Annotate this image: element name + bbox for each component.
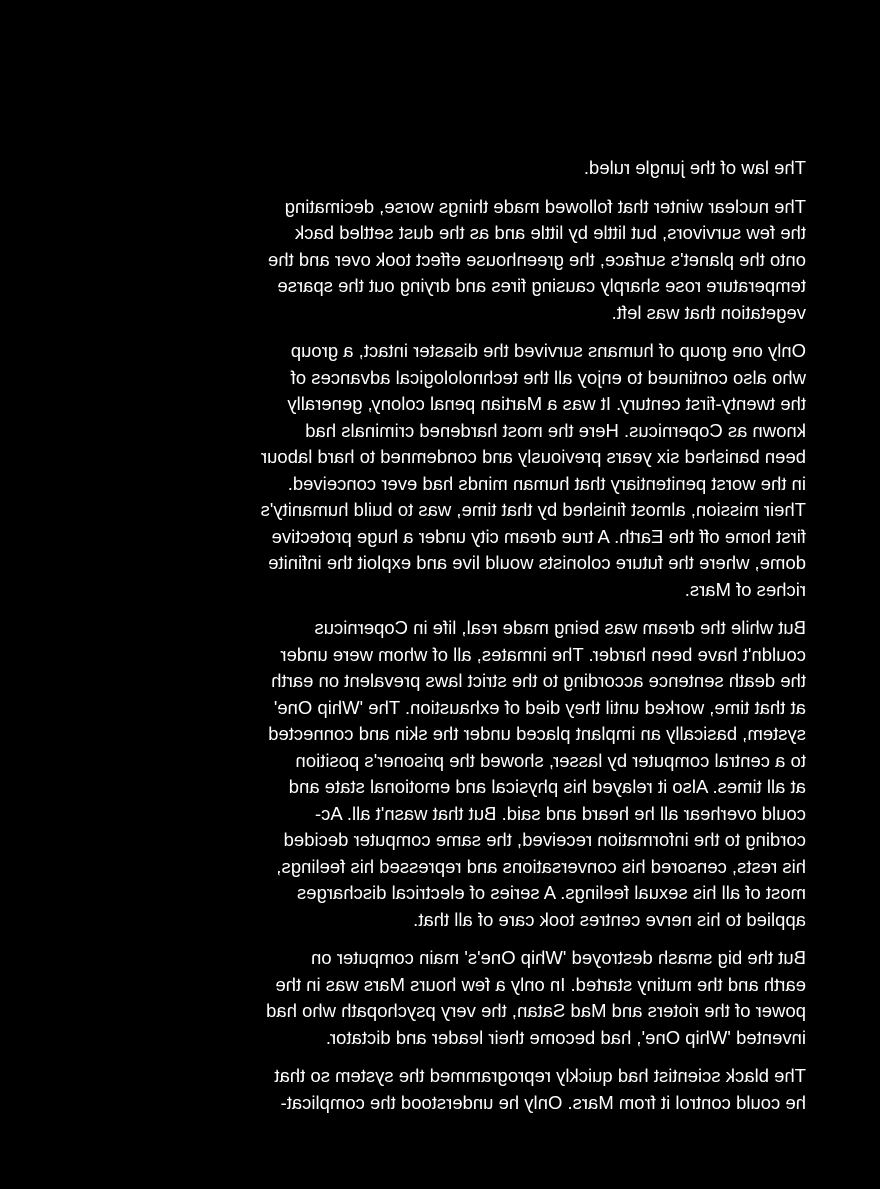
text-line: the death sentence according to the strict laws prevalent on earth	[271, 670, 806, 691]
text-line: he could control it from Mars. Only he understood the complicat-	[280, 1091, 806, 1113]
text-line: at all times. Also it relayed his physical and emotional state and	[288, 776, 806, 797]
text-line: the few survivors, but little by little and as the dust settled back	[294, 222, 806, 243]
text-line: in the worst penitentiary that human minds had ever conceived.	[287, 472, 806, 494]
text-line: been banished six years previously and condemned to hard labour	[260, 446, 806, 467]
paragraph-1	[206, 155, 806, 182]
text-line: could overhear all he heard and said. But that wasn't all. Ac-	[315, 802, 806, 824]
text-line: to a central computer by lasser, showed the prisoner's position	[295, 749, 806, 771]
text-line: invented 'Whip One', had become their leader and dictator.	[325, 1026, 806, 1048]
paragraph-5	[206, 945, 806, 1051]
text-line: riches of Mars.	[684, 578, 806, 600]
text-line: dome, where the future colonists would live and exploit the infinite	[268, 552, 806, 573]
text-line: But the big smash destroyed 'Whip One's' main computer on	[311, 947, 806, 968]
body-text	[206, 155, 806, 1128]
text-line: cording to the information received, the same computer decided	[283, 829, 806, 850]
text-line: The black scientist had quickly reprogrammed the system so that	[274, 1065, 806, 1086]
text-line: vegetation that was left.	[611, 301, 806, 323]
paragraph-6	[206, 1063, 806, 1116]
text-line: Their mission, almost finished by that time, was to build humanity's	[260, 499, 806, 520]
paragraph-2	[206, 194, 806, 327]
text-line: onto the planet's surface, the greenhouse effect took over and the	[267, 248, 806, 270]
text-line: The law of the jungle ruled.	[583, 157, 806, 178]
text-line: his rests, censored his conversations and repressed his feelings,	[276, 855, 806, 877]
text-line: most of all his sexual feelings. A series of electrical discharges	[297, 882, 806, 903]
text-line: applied to his nerve centres took care of all that.	[413, 908, 806, 930]
text-line: the twenty-first century. It was a Martian penal colony, generally	[287, 393, 806, 414]
paragraph-4	[206, 615, 806, 933]
text-line: first home off the Earth. A true dream city under a huge protective	[271, 525, 806, 547]
text-line: known as Copernicus. Here the most hardened criminals had	[305, 419, 806, 441]
text-line: who also continued to enjoy all the technolological advances of	[290, 366, 806, 388]
text-line: But while the dream was being made real, life in Copernicus	[314, 617, 806, 638]
text-line: temperature rose sharply causing fires and drying out the sparse	[277, 275, 806, 296]
text-line: Only one group of humans survived the disaster intact, a group	[290, 340, 806, 361]
text-line: power of the rioters and Mad Satan, the very psychopath who had	[266, 1000, 806, 1021]
text-line: at that time, worked until they died of exhaustion. The 'Whip One'	[273, 696, 806, 718]
text-line: system, basically an implant placed under the skin and connected	[268, 723, 806, 744]
text-line: The nuclear winter that followed made things worse, decimating	[284, 195, 806, 217]
paragraph-3	[206, 338, 806, 603]
text-line: couldn't have been harder. The inmates, all of whom were under	[280, 643, 806, 665]
text-line: earth and the mutiny started. In only a few hours Mars was in the	[275, 973, 806, 995]
